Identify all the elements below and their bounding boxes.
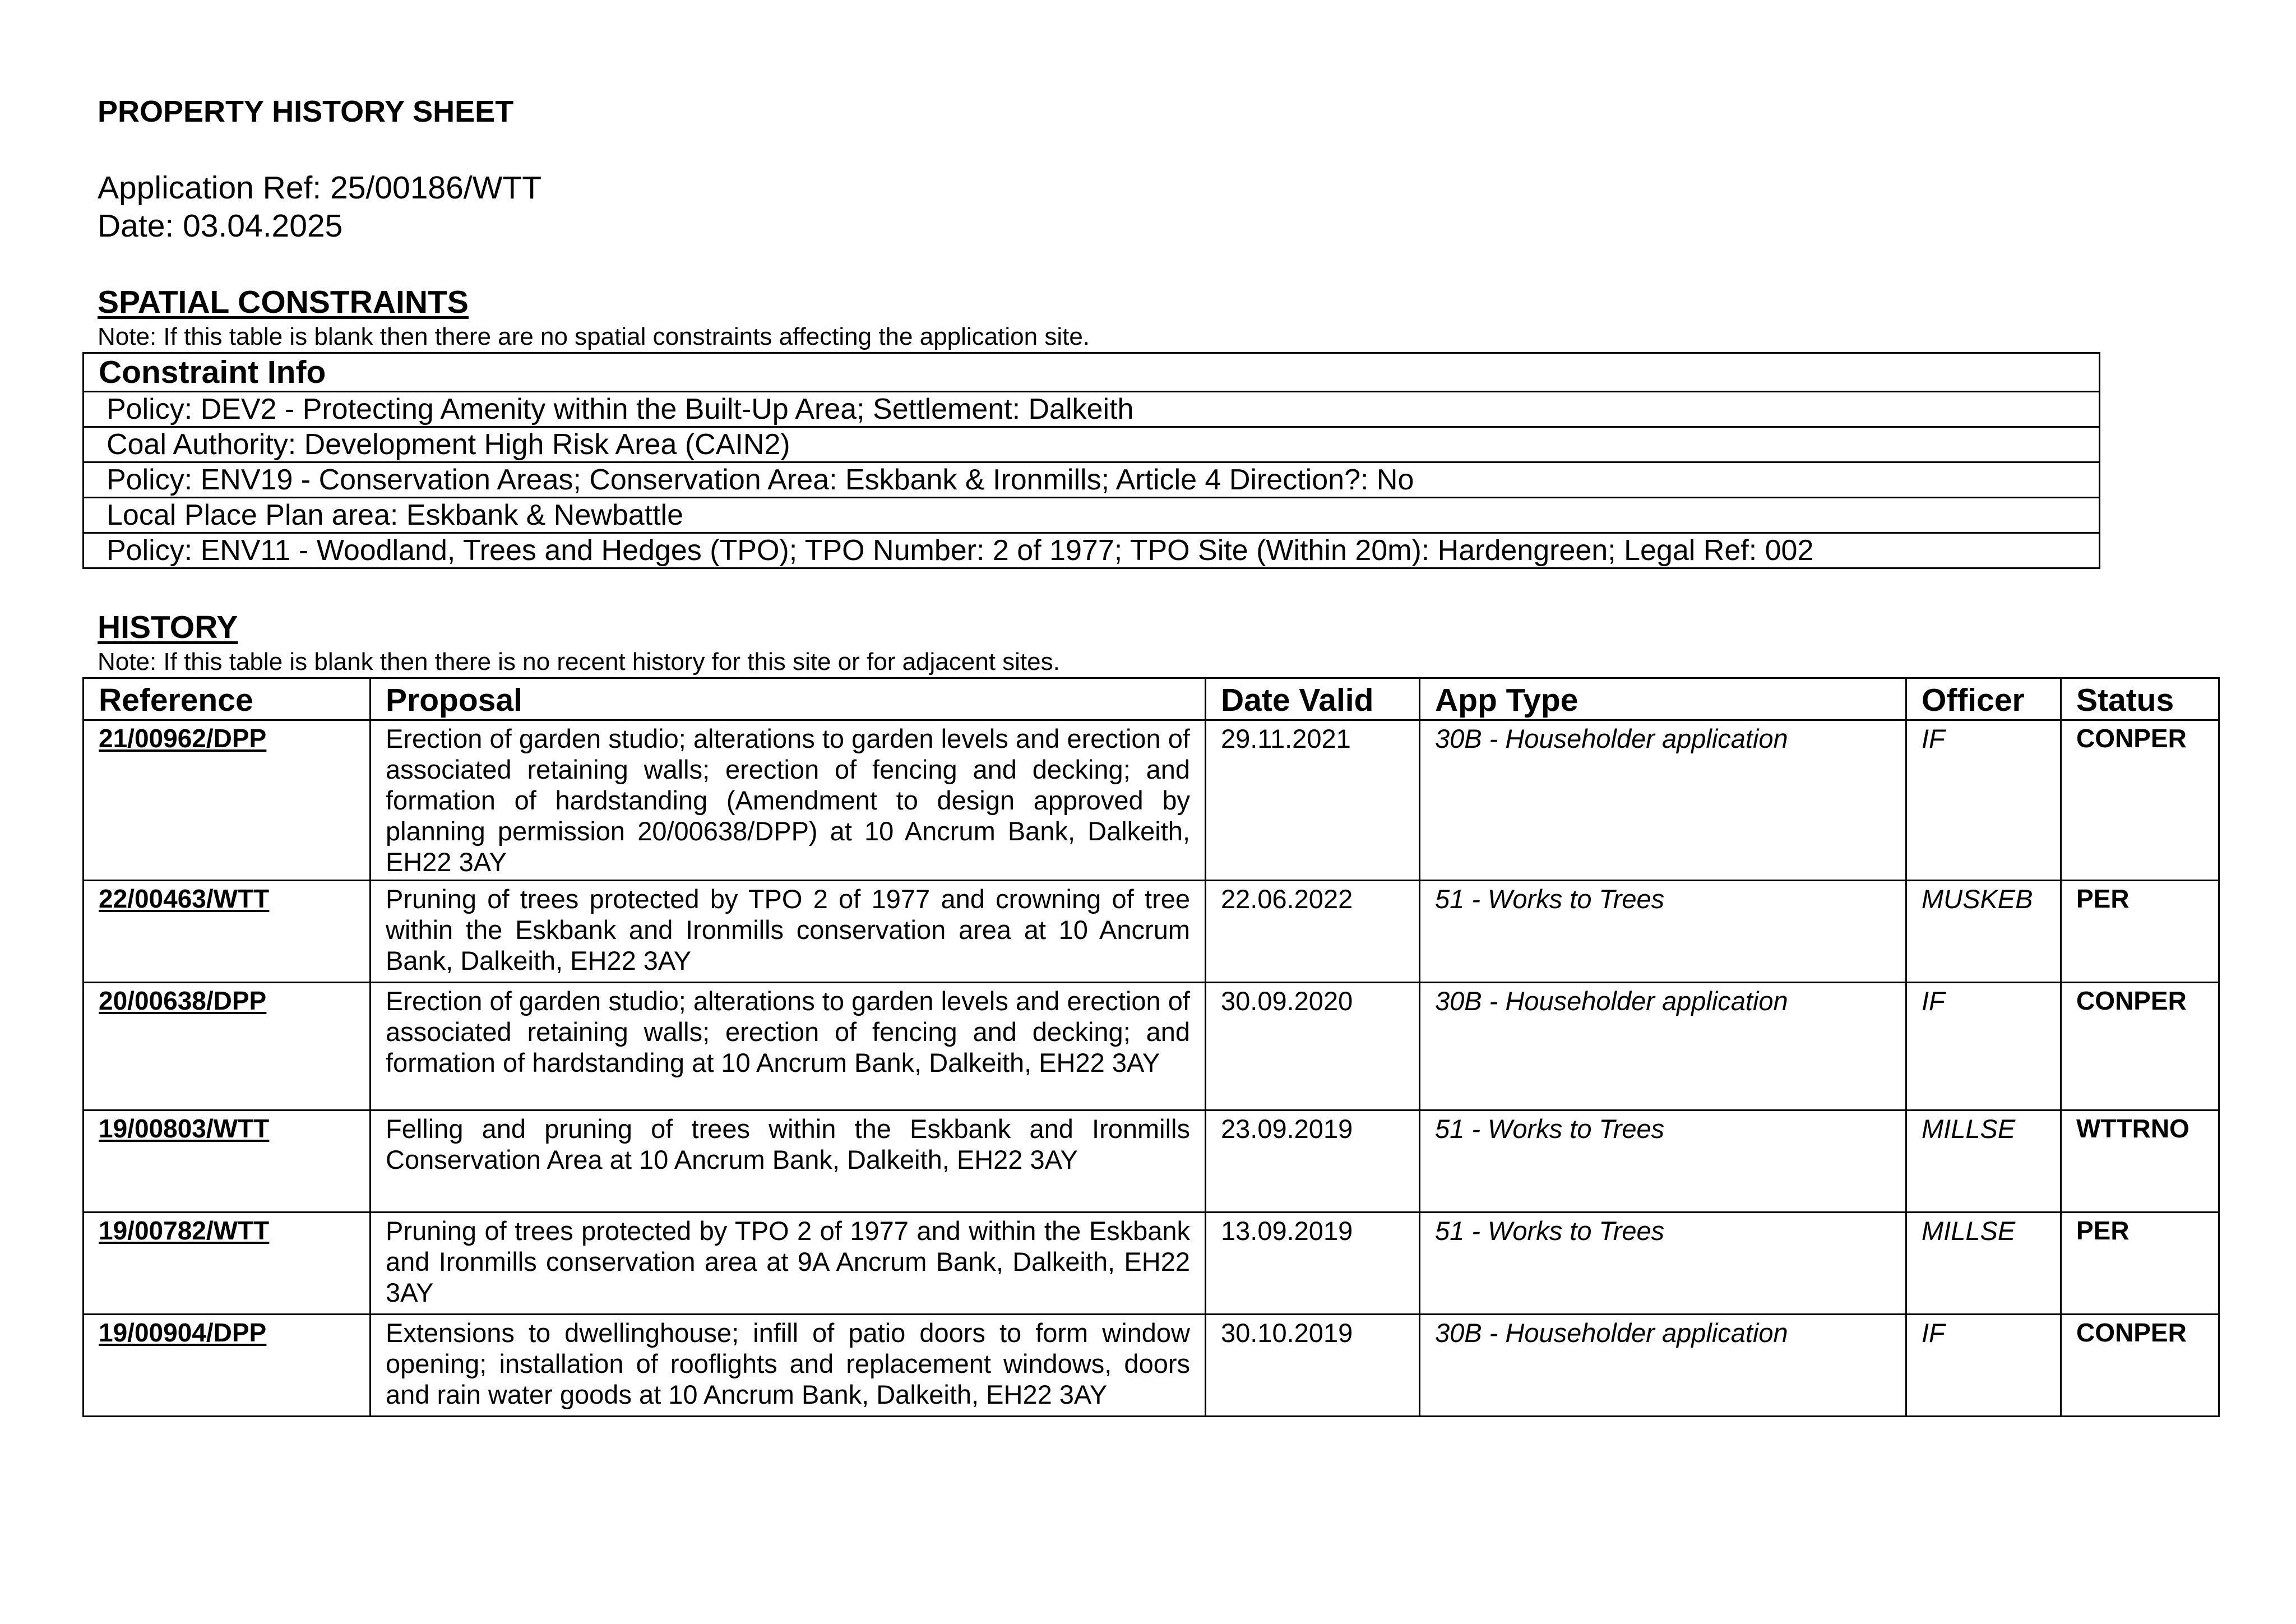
proposal-cell: Pruning of trees protected by TPO 2 of 1977 and within the Eskbank and Ironmills conservation area at 9A Ancrum Bank, Dalkeith, EH22 3AY (371, 1213, 1206, 1315)
date-valid-cell: 23.09.2019 (1206, 1111, 1420, 1213)
constraint-row (84, 462, 2100, 498)
proposal-cell: Erection of garden studio; alterations to garden levels and erection of associated retaining walls; erection of fencing and decking; and formation of hardstanding (Amendment to design approved by planning permission 20/00638/DPP) at 10 Ancrum Bank, Dalkeith, EH22 3AY (371, 720, 1206, 881)
date-valid-cell: 13.09.2019 (1206, 1213, 1420, 1315)
history-row (84, 1315, 2219, 1417)
officer-cell: IF (1906, 983, 2061, 1111)
reference-link[interactable]: 19/00803/WTT (99, 1114, 270, 1143)
status-cell: CONPER (2061, 983, 2219, 1111)
history-row (84, 983, 2219, 1111)
history-header-row (84, 678, 2219, 720)
constraint-text: Local Place Plan area: Eskbank & Newbattle (84, 498, 2100, 533)
reference-link[interactable]: 19/00904/DPP (99, 1318, 267, 1347)
constraint-row (84, 392, 2100, 427)
app-type-cell: 51 - Works to Trees (1420, 881, 1906, 983)
application-date: Date: 03.04.2025 (98, 208, 343, 244)
constraint-text: Coal Authority: Development High Risk Area (CAIN2) (84, 427, 2100, 462)
app-type-cell: 51 - Works to Trees (1420, 1213, 1906, 1315)
column-header-reference: Reference (84, 678, 371, 720)
reference-cell (84, 720, 371, 881)
constraint-row (84, 498, 2100, 533)
status-cell: PER (2061, 881, 2219, 983)
column-header-date-valid: Date Valid (1206, 678, 1420, 720)
reference-link[interactable]: 19/00782/WTT (99, 1216, 270, 1245)
status-cell: CONPER (2061, 1315, 2219, 1417)
history-table (82, 677, 2220, 1417)
column-header-proposal: Proposal (371, 678, 1206, 720)
constraint-text: Policy: DEV2 - Protecting Amenity within the Built-Up Area; Settlement: Dalkeith (84, 392, 2100, 427)
date-valid-cell: 30.10.2019 (1206, 1315, 1420, 1417)
app-type-cell: 30B - Householder application (1420, 720, 1906, 881)
column-header-officer: Officer (1906, 678, 2061, 720)
spatial-constraints-heading: SPATIAL CONSTRAINTS (98, 284, 469, 320)
reference-link[interactable]: 21/00962/DPP (99, 724, 267, 753)
history-row (84, 1111, 2219, 1213)
column-header-app-type: App Type (1420, 678, 1906, 720)
history-heading: HISTORY (98, 609, 238, 645)
page-title: PROPERTY HISTORY SHEET (98, 95, 514, 128)
reference-cell (84, 983, 371, 1111)
spatial-constraints-note: Note: If this table is blank then there are no spatial constraints affecting the application site. (98, 323, 1090, 350)
reference-cell (84, 881, 371, 983)
history-row (84, 881, 2219, 983)
app-type-cell: 30B - Householder application (1420, 1315, 1906, 1417)
reference-cell (84, 1213, 371, 1315)
proposal-cell: Extensions to dwellinghouse; infill of patio doors to form window opening; installation of rooflights and replacement windows, doors and rain water goods at 10 Ancrum Bank, Dalkeith, EH22 3AY (371, 1315, 1206, 1417)
status-cell: PER (2061, 1213, 2219, 1315)
date-valid-cell: 22.06.2022 (1206, 881, 1420, 983)
application-ref: Application Ref: 25/00186/WTT (98, 170, 542, 206)
constraints-table (82, 352, 2100, 569)
proposal-cell: Erection of garden studio; alterations to garden levels and erection of associated retaining walls; erection of fencing and decking; and formation of hardstanding at 10 Ancrum Bank, Dalkeith, EH22 3AY (371, 983, 1206, 1111)
reference-link[interactable]: 20/00638/DPP (99, 986, 267, 1015)
proposal-cell: Felling and pruning of trees within the Eskbank and Ironmills Conservation Area at 10 Ancrum Bank, Dalkeith, EH22 3AY (371, 1111, 1206, 1213)
officer-cell: MILLSE (1906, 1213, 2061, 1315)
constraint-text: Policy: ENV19 - Conservation Areas; Conservation Area: Eskbank & Ironmills; Article 4 Direction?: No (84, 462, 2100, 498)
constraint-text: Policy: ENV11 - Woodland, Trees and Hedges (TPO); TPO Number: 2 of 1977; TPO Site (Within 20m): Hardengreen; Legal Ref: 002 (84, 533, 2100, 568)
reference-cell (84, 1315, 371, 1417)
date-valid-cell: 30.09.2020 (1206, 983, 1420, 1111)
officer-cell: MILLSE (1906, 1111, 2061, 1213)
history-row (84, 1213, 2219, 1315)
officer-cell: IF (1906, 720, 2061, 881)
status-cell: WTTRNO (2061, 1111, 2219, 1213)
app-type-cell: 51 - Works to Trees (1420, 1111, 1906, 1213)
date-valid-cell: 29.11.2021 (1206, 720, 1420, 881)
app-type-cell: 30B - Householder application (1420, 983, 1906, 1111)
constraint-info-header: Constraint Info (84, 353, 2100, 392)
officer-cell: IF (1906, 1315, 2061, 1417)
proposal-cell: Pruning of trees protected by TPO 2 of 1977 and crowning of tree within the Eskbank and Ironmills conservation area at 10 Ancrum Bank, Dalkeith, EH22 3AY (371, 881, 1206, 983)
officer-cell: MUSKEB (1906, 881, 2061, 983)
status-cell: CONPER (2061, 720, 2219, 881)
constraint-row (84, 533, 2100, 568)
history-note: Note: If this table is blank then there is no recent history for this site or for adjacent sites. (98, 648, 1060, 675)
constraint-row (84, 427, 2100, 462)
reference-cell (84, 1111, 371, 1213)
column-header-status: Status (2061, 678, 2219, 720)
reference-link[interactable]: 22/00463/WTT (99, 884, 270, 913)
history-row (84, 720, 2219, 881)
